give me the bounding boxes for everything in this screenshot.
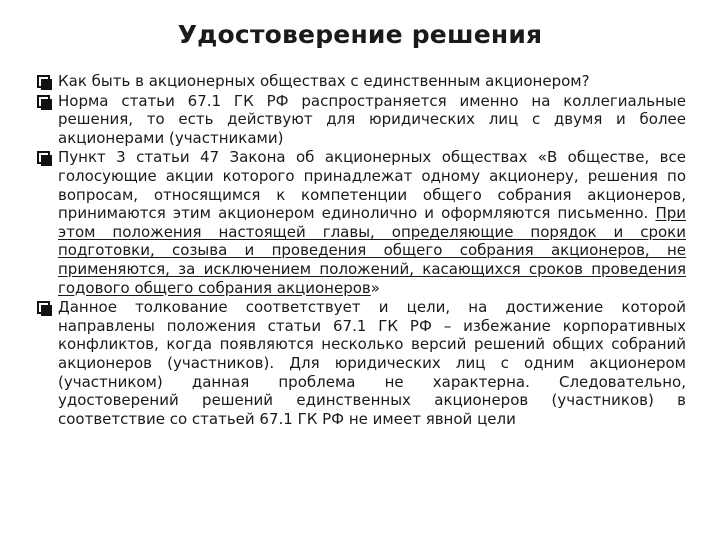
- list-item: [36, 298, 686, 428]
- list-item: [36, 72, 686, 91]
- item-text: Данное толкование соответствует и цели, на достижение которой направлены положения статьи 67.1 ГК РФ – избежание корпоративных конфликтов, когда появляются несколько версий решений общих собраний акционеров (участников). Для юридических лиц с одним акционером (участником) данная проблема не характерна. Следовательно, удостоверений решений единственных акционеров (участников) в соответствие со статьей 67.1 ГК РФ не имеет явной цели: [58, 298, 686, 428]
- item-text-end: »: [370, 278, 380, 297]
- list-item: [36, 148, 686, 297]
- checkbox-bullet-icon: [37, 95, 50, 108]
- checkbox-bullet-icon: [37, 75, 50, 88]
- bullet-list: [36, 72, 686, 429]
- item-text: Норма статьи 67.1 ГК РФ распространяется именно на коллегиальные решения, то есть действуют для юридических лиц с двумя и более акционерами (участниками): [58, 91, 686, 147]
- list-item: [36, 92, 686, 148]
- checkbox-bullet-icon: [37, 151, 50, 164]
- item-text: Как быть в акционерных обществах с единственным акционером?: [58, 72, 590, 90]
- slide-title: Удостоверение решения: [177, 20, 543, 49]
- item-underlined-text: При этом положения настоящей главы, определяющие порядок и сроки подготовки, созыва и проведения общего собрания акционеров, не применяются, за исключением положений, касающихся сроков проведения годового общего собрания акционеров: [58, 204, 686, 297]
- item-text: Пункт 3 статьи 47 Закона об акционерных обществах «В обществе, все голосующие акции которого принадлежат одному акционеру, решения по вопросам, относящимся к компетенции общего собрания акционеров, принимаются этим акционером единолично и оформляются письменно.: [58, 148, 686, 223]
- checkbox-bullet-icon: [37, 301, 50, 314]
